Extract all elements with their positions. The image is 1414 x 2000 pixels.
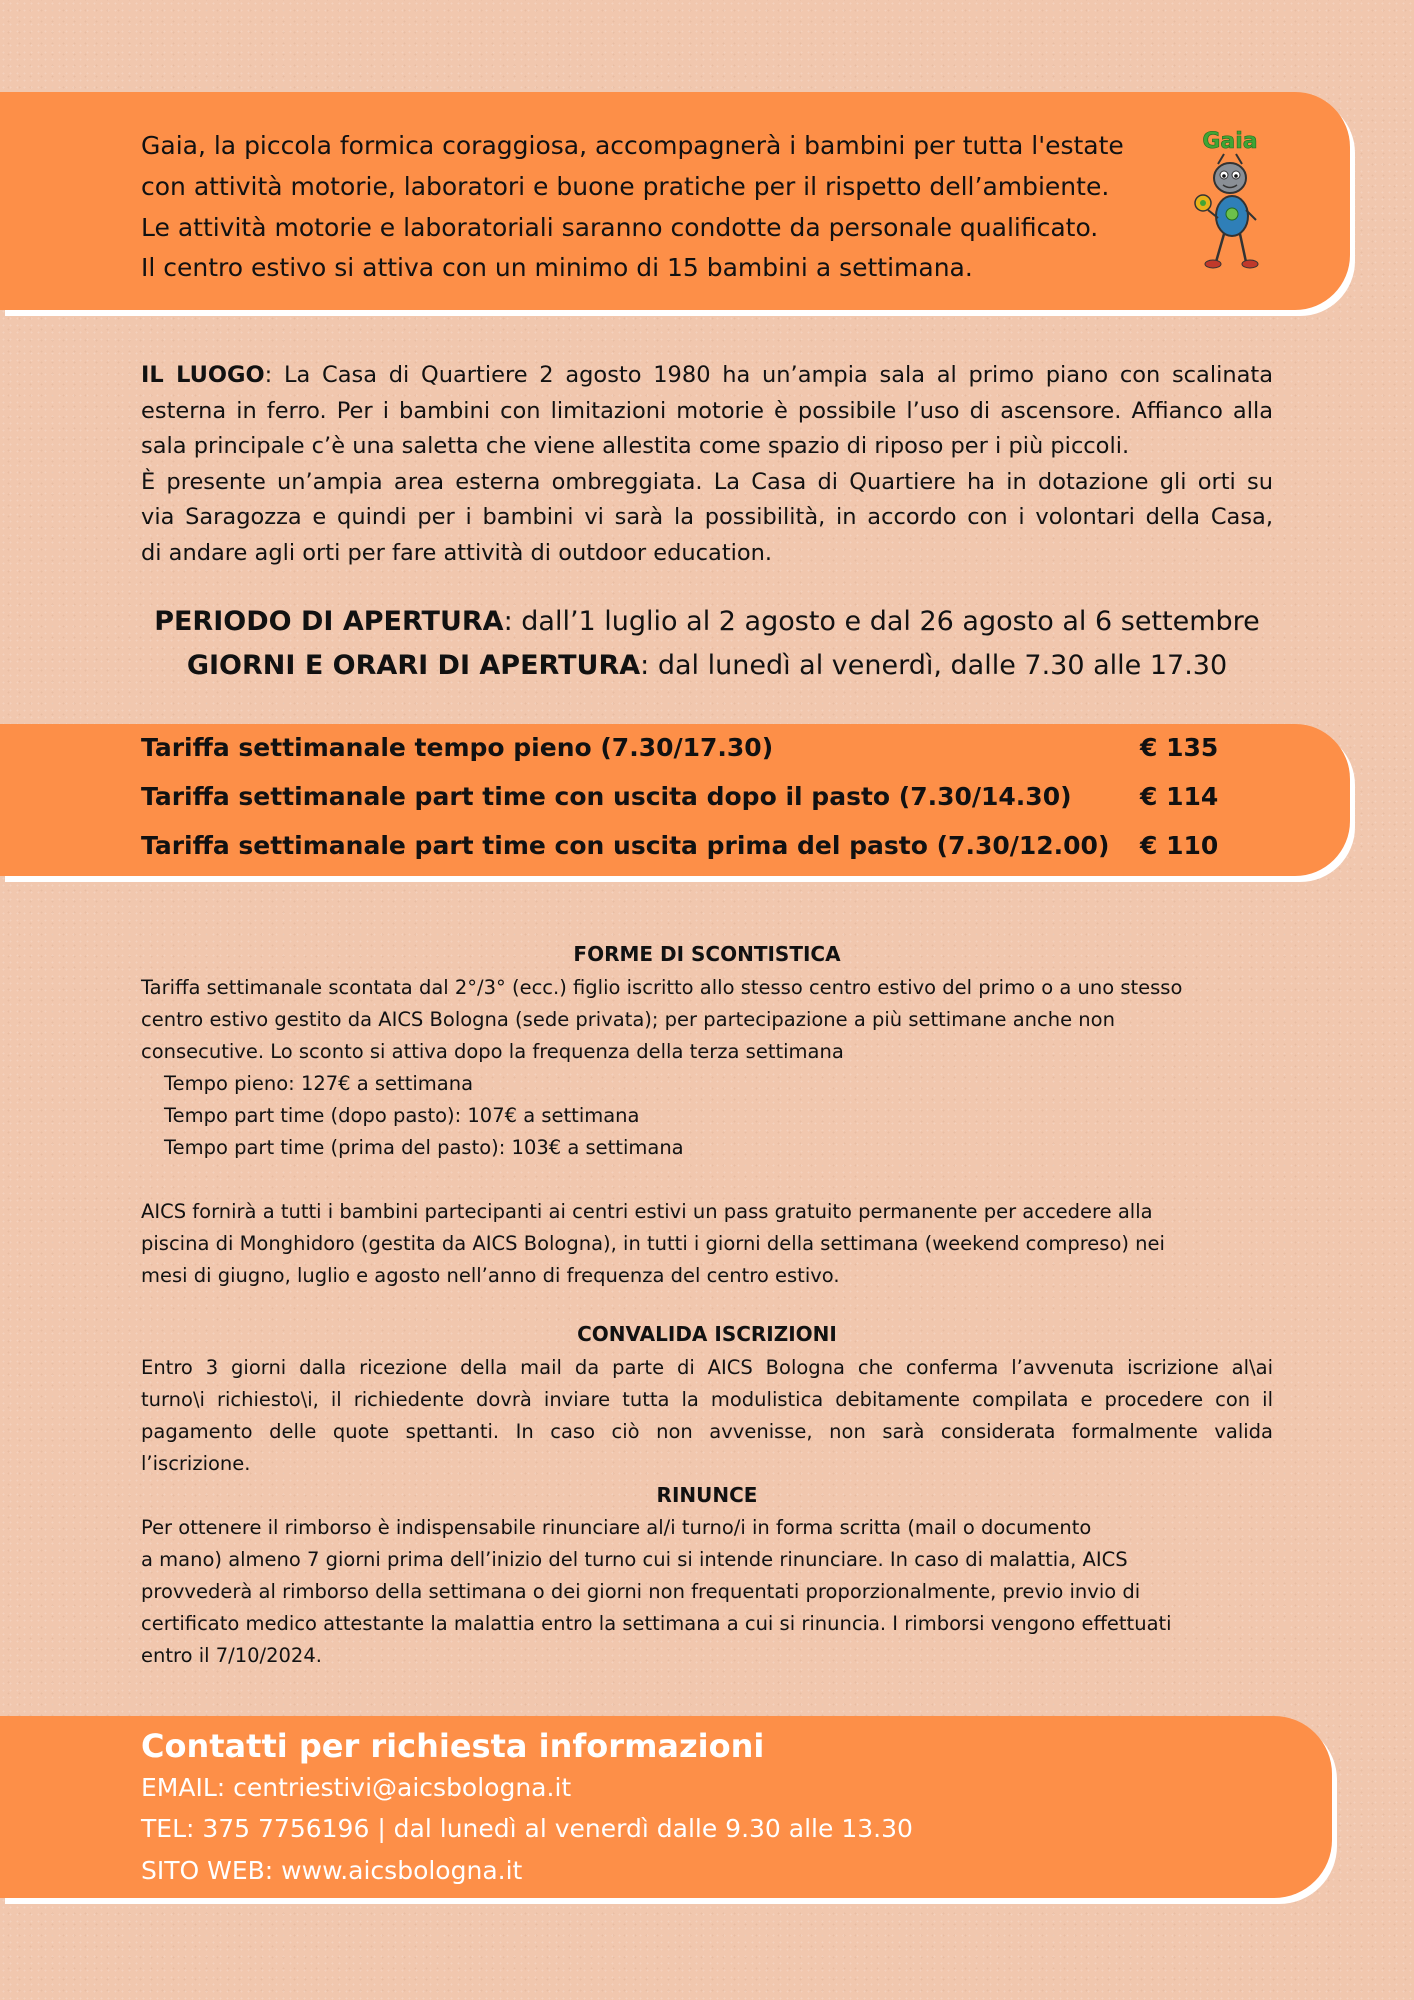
sconti-item: Tempo pieno: 127€ a settimana <box>164 1072 474 1095</box>
sconti-line: Tariffa settimanale scontata dal 2°/3° (ecc.) figlio iscritto allo stesso centro estivo del primo o a uno stesso <box>141 976 1183 999</box>
sconti-line: consecutive. Lo sconto si attiva dopo la frequenza della terza settimana <box>141 1040 844 1063</box>
rinunce-line: certificato medico attestante la malattia entro la settimana a cui si rinuncia. I rimborsi vengono effettuati <box>141 1612 1172 1635</box>
rinunce-title: RINUNCE <box>656 1483 758 1507</box>
periodo-value: : dall’1 luglio al 2 agosto e dal 26 agosto al 6 settembre <box>503 606 1260 637</box>
piscina-line: piscina di Monghidoro (gestita da AICS Bologna), in tutti i giorni della settimana (weekend compreso) nei <box>141 1232 1165 1255</box>
luogo-line: via Saragozza e quindi per i bambini vi sarà la possibilità, in accordo con i volontari della Casa, <box>141 504 1273 530</box>
periodo-apertura <box>0 606 1414 637</box>
fee-label: Tariffa settimanale part time con uscita dopo il pasto (7.30/14.30) <box>141 782 1072 811</box>
rinunce-line: provvederà al rimborso della settimana o dei giorni non frequentati proporzionalmente, previo invio di <box>141 1580 1141 1603</box>
luogo-line: sala principale c’è una saletta che viene allestita come spazio di riposo per i più piccoli. <box>141 433 1130 459</box>
sconti-paragraph <box>141 972 1273 1164</box>
fee-label: Tariffa settimanale tempo pieno (7.30/17.30) <box>141 733 774 762</box>
sconti-item: Tempo part time (dopo pasto): 107€ a settimana <box>164 1104 640 1127</box>
periodo-label: PERIODO DI APERTURA <box>154 606 504 637</box>
convalida-line: pagamento delle quote spettanti. In caso ciò non avvenisse, non sarà considerata formalmente valida <box>141 1420 1273 1443</box>
fee-label: Tariffa settimanale part time con uscita prima del pasto (7.30/12.00) <box>141 831 1110 860</box>
luogo-line: È presente un’ampia area esterna ombreggiata. La Casa di Quartiere ha in dotazione gli orti su <box>141 468 1273 495</box>
rinunce-paragraph <box>141 1512 1273 1672</box>
ant-mascot-icon <box>1190 124 1270 276</box>
sconti-title: FORME DI SCONTISTICA <box>573 942 841 966</box>
piscina-line: mesi di giugno, luglio e agosto nell’anno di frequenza del centro estivo. <box>141 1264 840 1287</box>
contact-website[interactable]: SITO WEB: www.aicsbologna.it <box>141 1856 523 1885</box>
intro-line: con attività motorie, laboratori e buone pratiche per il rispetto dell’ambiente. <box>141 172 1110 201</box>
rinunce-line: a mano) almeno 7 giorni prima dell’inizio del turno cui si intende rinunciare. In caso di malattia, AICS <box>141 1548 1128 1571</box>
luogo-heading: IL LUOGO <box>141 362 265 388</box>
convalida-line: Entro 3 giorni dalla ricezione della mail da parte di AICS Bologna che conferma l’avvenuta iscrizione al\ai <box>141 1356 1273 1379</box>
intro-line: Gaia, la piccola formica coraggiosa, accompagnerà i bambini per tutta l'estate <box>141 131 1124 160</box>
orari-apertura <box>0 650 1414 681</box>
orari-value: : dal lunedì al venerdì, dalle 7.30 alle 17.30 <box>640 650 1228 681</box>
convalida-paragraph <box>141 1352 1273 1480</box>
contact-phone[interactable]: TEL: 375 7756196 | dal lunedì al venerdì dalle 9.30 alle 13.30 <box>141 1814 913 1843</box>
contact-title: Contatti per richiesta informazioni <box>141 1727 765 1765</box>
piscina-line: AICS fornirà a tutti i bambini partecipanti ai centri estivi un pass gratuito permanente per accedere alla <box>141 1200 1153 1223</box>
contact-email[interactable]: EMAIL: centriestivi@aicsbologna.it <box>141 1773 572 1802</box>
piscina-paragraph <box>141 1196 1273 1292</box>
fee-price: € 135 <box>1140 733 1219 762</box>
rinunce-line: Per ottenere il rimborso è indispensabile rinunciare al/i turno/i in forma scritta (mail o documento <box>141 1516 1092 1539</box>
rinunce-line: entro il 7/10/2024. <box>141 1644 322 1667</box>
convalida-line: turno\i richiesto\i, il richiedente dovrà inviare tutta la modulistica debitamente compilata e procedere con il <box>141 1388 1273 1411</box>
intro-line: Le attività motorie e laboratoriali saranno condotte da personale qualificato. <box>141 213 1099 242</box>
luogo-line: esterna in ferro. Per i bambini con limitazioni motorie è possibile l’uso di ascensore. Affianco alla <box>141 397 1273 424</box>
luogo-paragraph <box>141 358 1273 571</box>
intro-line: Il centro estivo si attiva con un minimo di 15 bambini a settimana. <box>141 253 973 282</box>
mascot-label: Gaia <box>1202 129 1258 154</box>
luogo-line: di andare agli orti per fare attività di outdoor education. <box>141 539 773 566</box>
sconti-line: centro estivo gestito da AICS Bologna (sede privata); per partecipazione a più settimane anche non <box>141 1008 1115 1031</box>
fee-price: € 110 <box>1140 831 1219 860</box>
sconti-item: Tempo part time (prima del pasto): 103€ a settimana <box>164 1136 684 1159</box>
convalida-title: CONVALIDA ISCRIZIONI <box>577 1322 837 1346</box>
luogo-line: : La Casa di Quartiere 2 agosto 1980 ha un’ampia sala al primo piano con scalinata <box>264 362 1273 388</box>
fee-price: € 114 <box>1140 782 1219 811</box>
orari-label: GIORNI E ORARI DI APERTURA <box>186 650 641 681</box>
convalida-line: l’iscrizione. <box>141 1452 251 1475</box>
